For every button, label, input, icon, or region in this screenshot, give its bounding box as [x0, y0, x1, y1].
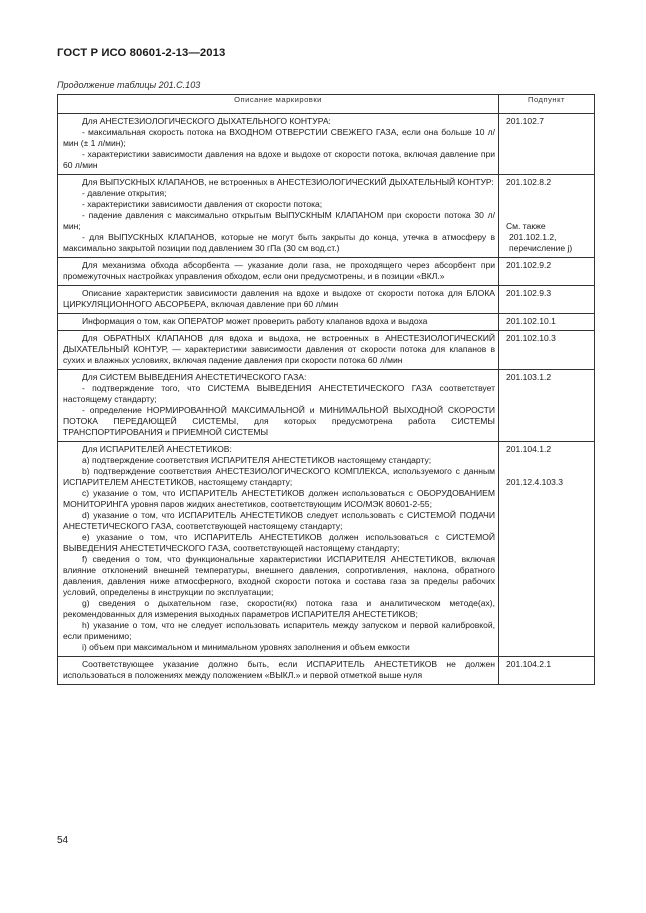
subclause-ref: 201.103.1.2	[506, 372, 552, 382]
row-description	[58, 370, 499, 442]
subclause-ref: 201.102.9.2	[506, 260, 552, 270]
row-line: b) подтверждение соответствия АНЕСТЕЗИОЛОГИЧЕСКОГО КОМПЛЕКСА, используемого с данным ИСПАРИТЕЛЕМ АНЕСТЕТИКОВ, настоящему стандарту;	[63, 466, 495, 487]
row-description	[58, 114, 499, 175]
row-line: - определение НОРМИРОВАННОЙ МАКСИМАЛЬНОЙ и МИНИМАЛЬНОЙ ВЫХОДНОЙ СКОРОСТИ ПОТОКА ПЕРЕДАЮЩЕЙ СИСТЕМЫ, для которых предусмотрена работа СИСТЕМЫ ТРАНСПОРТИРОВАНИЯ и ПРИЕМНОЙ СИСТЕМЫ	[63, 405, 495, 437]
table-row	[58, 258, 595, 286]
row-subclause	[499, 114, 595, 175]
page-number: 54	[57, 835, 69, 846]
table-row	[58, 331, 595, 370]
row-line: Для СИСТЕМ ВЫВЕДЕНИЯ АНЕСТЕТИЧЕСКОГО ГАЗА:	[82, 372, 307, 382]
table-row	[58, 175, 595, 258]
row-line: - подтверждение того, что СИСТЕМА ВЫВЕДЕНИЯ АНЕСТЕТИЧЕСКОГО ГАЗА соответствует настоящему стандарту;	[63, 383, 495, 404]
row-description	[58, 258, 499, 286]
subclause-ref: 201.102.10.3	[506, 333, 556, 343]
row-line: - давление открытия;	[82, 188, 167, 198]
row-line: е) указание о том, что ИСПАРИТЕЛЬ АНЕСТЕТИКОВ должен использоваться с СИСТЕМОЙ ВЫВЕДЕНИЯ АНЕСТЕТИЧЕСКОГО ГАЗА, соответствующей настоящему стандарту;	[63, 532, 495, 553]
row-line: Для механизма обхода абсорбента — указание доли газа, не проходящего через абсорбент при промежуточных настройках управления обходом, если они предусмотрены, и в позиции «ВКЛ.»	[63, 260, 495, 281]
row-line: Для ОБРАТНЫХ КЛАПАНОВ для вдоха и выдоха, не встроенных в АНЕСТЕЗИОЛОГИЧЕСКИЙ ДЫХАТЕЛЬНЫЙ КОНТУР, — характеристики зависимости давления от скорости потока для клапанов в сухих и влажных условиях, включая падение давления при скорости потока 60 л/мин	[63, 333, 495, 365]
table-caption: Продолжение таблицы 201.С.103	[57, 80, 201, 90]
row-line: с) указание о том, что ИСПАРИТЕЛЬ АНЕСТЕТИКОВ должен использоваться с ОБОРУДОВАНИЕМ МОНИТОРИНГА уровня паров жидких анестетиков, соответствующим ИСО/МЭК 80601-2-55;	[63, 488, 495, 509]
marking-table	[57, 94, 595, 685]
row-subclause	[499, 175, 595, 258]
subclause-ref: См. также	[506, 221, 546, 231]
column-header-subclause: Подпункт	[499, 95, 595, 114]
table-row	[58, 114, 595, 175]
subclause-ref: 201.12.4.103.3	[506, 477, 564, 487]
row-subclause	[499, 370, 595, 442]
row-subclause	[499, 286, 595, 314]
table-row	[58, 314, 595, 331]
subclause-ref: 201.102.8.2	[506, 177, 552, 187]
row-subclause	[499, 442, 595, 657]
row-line: Для ВЫПУСКНЫХ КЛАПАНОВ, не встроенных в АНЕСТЕЗИОЛОГИЧЕСКИЙ ДЫХАТЕЛЬНЫЙ КОНТУР:	[82, 177, 494, 187]
subclause-ref: перечисление j)	[509, 243, 573, 253]
table-row	[58, 370, 595, 442]
table-row	[58, 286, 595, 314]
table-row	[58, 442, 595, 657]
row-line: g) сведения о дыхательном газе, скорости(ях) потока газа и аналитическом методе(ах), рекомендованных для измерения выходных параметров ИСПАРИТЕЛЯ АНЕСТЕТИКОВ;	[63, 598, 495, 619]
row-subclause	[499, 314, 595, 331]
row-subclause	[499, 657, 595, 685]
row-line: Для ИСПАРИТЕЛЕЙ АНЕСТЕТИКОВ:	[82, 444, 232, 454]
subclause-ref: 201.102.9.3	[506, 288, 552, 298]
subclause-ref: 201.102.1.2,	[509, 232, 557, 242]
row-description	[58, 286, 499, 314]
row-line: h) указание о том, что не следует использовать испаритель между запуском и первой калибровкой, если применимо;	[63, 620, 495, 641]
row-line: - падение давления с максимально открытым ВЫПУСКНЫМ КЛАПАНОМ при скорости потока 30 л/мин;	[63, 210, 495, 231]
column-header-description: Описание маркировки	[58, 95, 499, 114]
row-line: Соответствующее указание должно быть, если ИСПАРИТЕЛЬ АНЕСТЕТИКОВ не должен использоваться в положениях между положением «ВЫКЛ.» и первой отметкой выше нуля	[63, 659, 495, 680]
row-line: - для ВЫПУСКНЫХ КЛАПАНОВ, которые не могут быть закрыты до конца, утечка в атмосферу в максимально закрытой позиции под давлением 30 гПа (30 см вод.ст.)	[63, 232, 495, 253]
row-subclause	[499, 331, 595, 370]
row-line: Для АНЕСТЕЗИОЛОГИЧЕСКОГО ДЫХАТЕЛЬНОГО КОНТУРА:	[82, 116, 331, 126]
subclause-ref: 201.102.7	[506, 116, 545, 126]
row-description	[58, 175, 499, 258]
row-line: d) указание о том, что ИСПАРИТЕЛЬ АНЕСТЕТИКОВ следует использовать с СИСТЕМОЙ ПОДАЧИ АНЕСТЕТИЧЕСКОГО ГАЗА, соответствующей настоящему стандарту;	[63, 510, 495, 531]
row-line: - характеристики зависимости давления от скорости потока;	[82, 199, 323, 209]
table-row	[58, 657, 595, 685]
row-line: Информация о том, как ОПЕРАТОР может проверить работу клапанов вдоха и выдоха	[82, 316, 428, 326]
row-description	[58, 331, 499, 370]
row-subclause	[499, 258, 595, 286]
row-description	[58, 657, 499, 685]
row-description	[58, 442, 499, 657]
row-line: - характеристики зависимости давления на вдохе и выдохе от скорости потока, включая давление при 60 л/мин	[63, 149, 495, 170]
row-line: f) сведения о том, что функциональные характеристики ИСПАРИТЕЛЯ АНЕСТЕТИКОВ, включая влияние отклонений внешней температуры, внешнего давления, сопротивления, наклона, обратного давления, давления ниже атмосферного, входной скорости потока и состава газа за пределы рабочих условий, определены в инструкции по эксплуатации;	[63, 554, 495, 597]
subclause-ref: 201.104.1.2	[506, 444, 552, 454]
document-header: ГОСТ Р ИСО 80601-2-13—2013	[57, 47, 226, 59]
row-line: а) подтверждение соответствия ИСПАРИТЕЛЯ АНЕСТЕТИКОВ настоящему стандарту;	[82, 455, 432, 465]
row-line: i) объем при максимальном и минимальном уровнях заполнения и объем емкости	[82, 642, 410, 652]
table-header-row	[58, 95, 595, 114]
subclause-ref: 201.102.10.1	[506, 316, 556, 326]
row-line: - максимальная скорость потока на ВХОДНОМ ОТВЕРСТИИ СВЕЖЕГО ГАЗА, если она больше 10 л/мин (± 1 л/мин);	[63, 127, 495, 148]
row-line: Описание характеристик зависимости давления на вдохе и выдохе от скорости потока для БЛОКА ЦИРКУЛЯЦИОННОГО АБСОРБЕРА, включая давление при 60 л/мин	[63, 288, 495, 309]
row-description	[58, 314, 499, 331]
subclause-ref: 201.104.2.1	[506, 659, 552, 669]
